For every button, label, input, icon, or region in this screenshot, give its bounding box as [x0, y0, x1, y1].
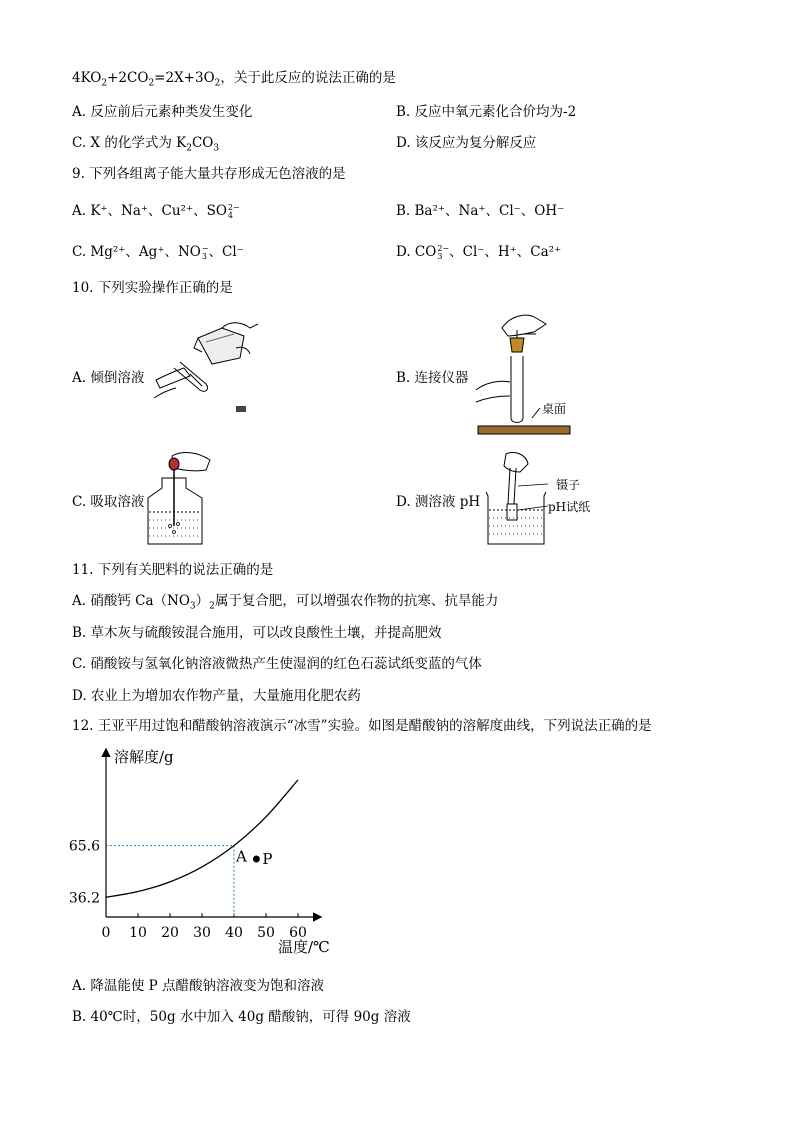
drawing-solution-figure — [146, 448, 218, 548]
y-tick-label: 36.2 — [68, 890, 100, 907]
point-p-label: P — [262, 849, 273, 868]
q10-option-c[interactable]: C. 吸取溶液 — [72, 494, 145, 510]
q10-stem: 10. 下列实验操作正确的是 — [72, 280, 233, 296]
y-axis-label: 溶解度/g — [114, 748, 174, 766]
q11-option-d[interactable]: D. 农业上为增加农作物产量，大量施用化肥农药 — [72, 688, 361, 704]
x-tick-label: 60 — [289, 925, 307, 941]
x-tick-label: 50 — [257, 925, 275, 941]
point-p-marker — [253, 855, 260, 862]
q10-option-b[interactable]: B. 连接仪器 — [396, 370, 469, 386]
x-tick-label: 30 — [193, 925, 211, 941]
solubility-chart — [62, 742, 362, 964]
q9-option-c[interactable]: C. Mg²⁺、Ag⁺、NO − 3 、Cl⁻ — [72, 243, 244, 261]
x-tick-label: 40 — [225, 925, 243, 941]
ph-paper-label: pH试纸 — [548, 500, 591, 514]
point-a-label: A — [236, 847, 247, 866]
q11-option-b[interactable]: B. 草木灰与硫酸铵混合施用，可以改良酸性土壤，并提高肥效 — [72, 625, 442, 641]
q9-stem: 9. 下列各组离子能大量共存形成无色溶液的是 — [72, 166, 346, 182]
pouring-solution-figure — [150, 318, 262, 422]
q8-option-c[interactable]: C. X 的化学式为 $K_2CO_3$ — [72, 135, 220, 154]
q9-option-d[interactable]: D. CO 2− 3 、Cl⁻、H⁺、Ca²⁺ — [396, 243, 562, 261]
q12-option-b[interactable]: B. 40℃时，50g 水中加入 40g 醋酸钠，可得 90g 溶液 — [72, 1009, 411, 1025]
q11-stem: 11. 下列有关肥料的说法正确的是 — [72, 562, 274, 578]
q9-option-b[interactable]: B. Ba²⁺、Na⁺、Cl⁻、OH⁻ — [396, 203, 565, 219]
x-axis-label: 温度/℃ — [278, 938, 330, 956]
q11-option-a[interactable]: A. 硝酸钙 $Ca(NO_3)_2$属于复合肥，可以增强农作物的抗寒、抗旱能力 — [72, 593, 499, 612]
q8-stem: $4KO_2+2CO_2=2X+3O_2$，关于此反应的说法正确的是 — [72, 70, 396, 89]
q8-option-b[interactable]: B. 反应中氧元素化合价均为-2 — [396, 104, 577, 120]
solubility-curve — [106, 780, 298, 897]
x-tick-label: 0 — [101, 925, 111, 941]
q12-option-a[interactable]: A. 降温能使 P 点醋酸钠溶液变为饱和溶液 — [72, 978, 324, 994]
table-label: 桌面 — [542, 402, 567, 416]
q8-option-d[interactable]: D. 该反应为复分解反应 — [396, 135, 537, 151]
measuring-ph-figure — [484, 450, 548, 548]
x-tick-label: 20 — [161, 925, 179, 941]
y-tick-label: 65.6 — [68, 838, 100, 855]
tweezers-label: 镊子 — [556, 478, 581, 492]
q9-option-a[interactable]: A. K⁺、Na⁺、Cu²⁺、SO 2− 4 — [72, 202, 240, 220]
q10-option-a[interactable]: A. 倾倒溶液 — [72, 370, 145, 386]
q11-option-c[interactable]: C. 硝酸铵与氢氧化钠溶液微热产生使湿润的红色石蕊试纸变蓝的气体 — [72, 656, 482, 672]
q10-option-d[interactable]: D. 测溶液 pH — [396, 494, 481, 510]
x-tick-label: 10 — [129, 925, 147, 941]
q12-stem: 12. 王亚平用过饱和醋酸钠溶液演示“冰雪”实验。如图是醋酸钠的溶解度曲线，下列说法正确的是 — [72, 718, 652, 734]
q8-option-a[interactable]: A. 反应前后元素种类发生变化 — [72, 104, 253, 120]
connecting-apparatus-figure — [474, 310, 574, 440]
